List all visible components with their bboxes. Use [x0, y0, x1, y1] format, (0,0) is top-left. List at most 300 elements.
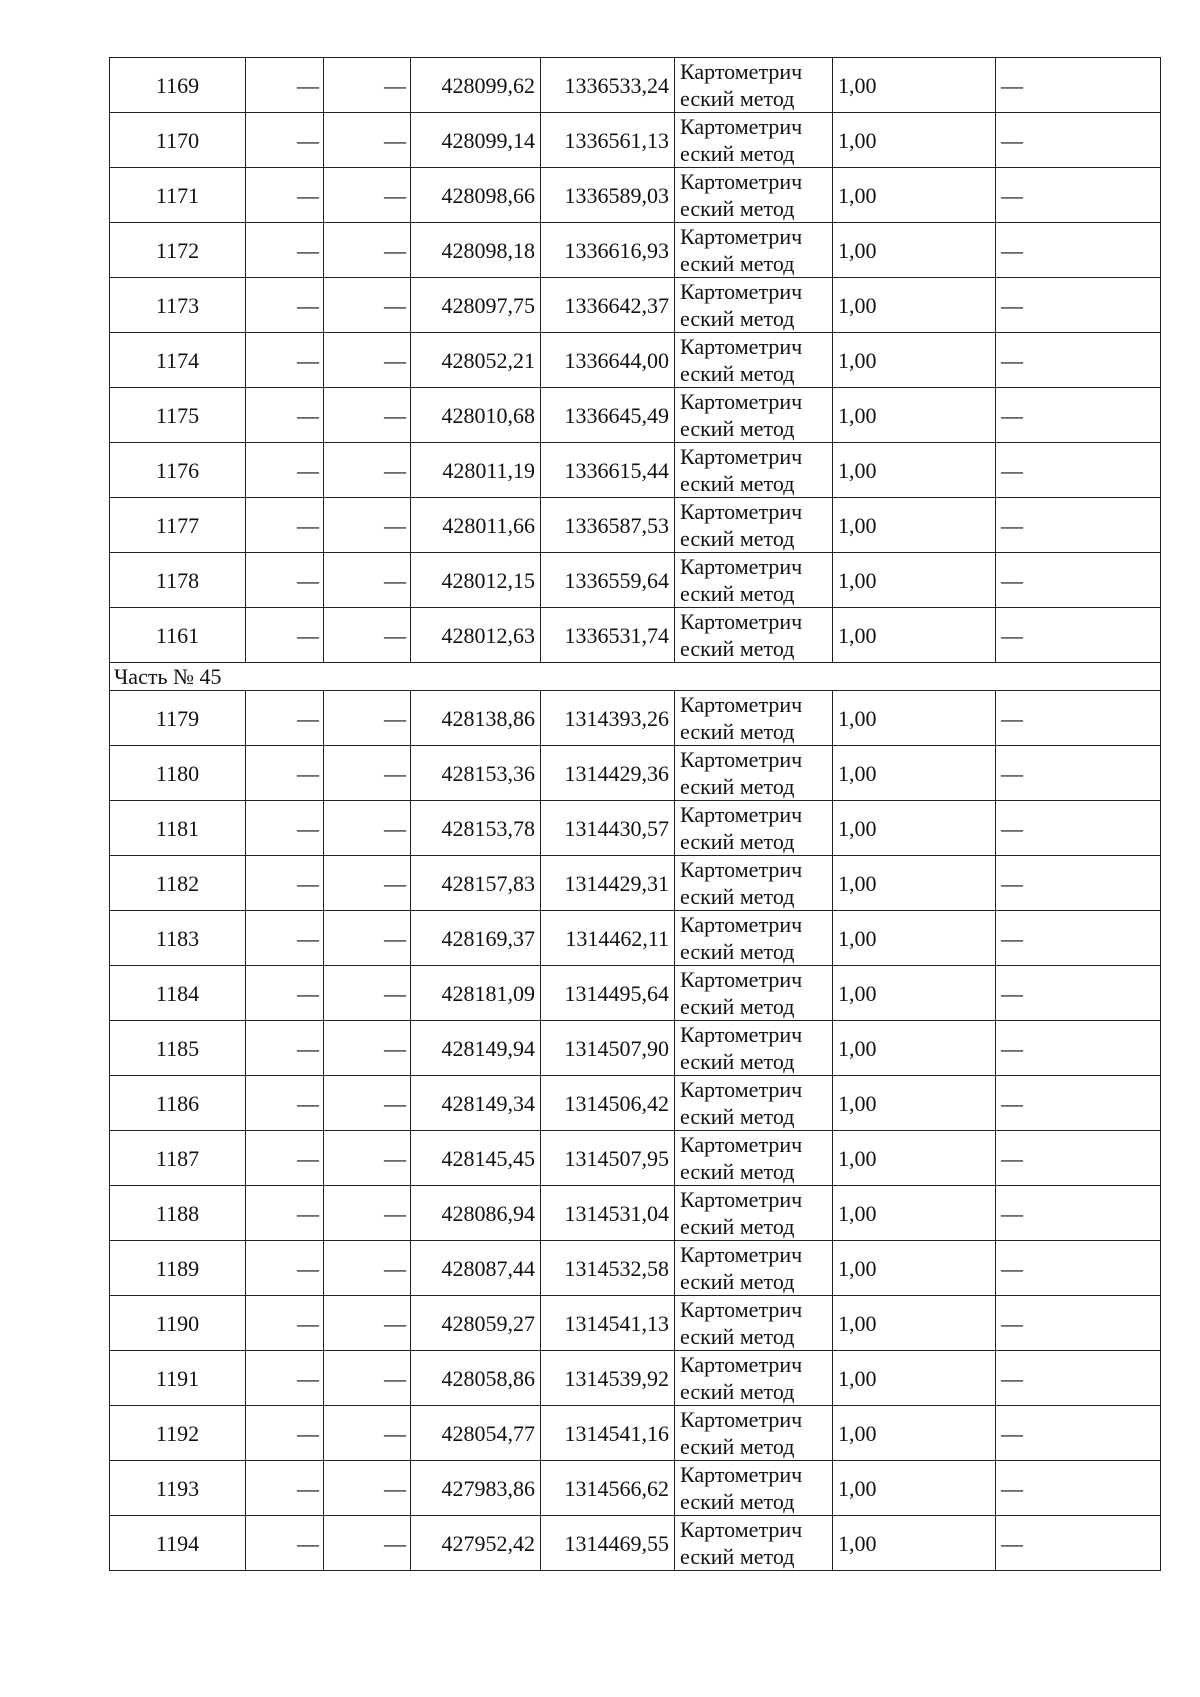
table-row	[110, 553, 1161, 608]
x-coordinate-cell: 428010,68	[411, 388, 541, 443]
point-number-cell: 1194	[110, 1516, 246, 1571]
empty-value-cell: —	[324, 58, 411, 113]
method-text-line: Картометрич	[680, 967, 803, 992]
method-cell	[675, 1131, 833, 1186]
description-cell: —	[996, 58, 1161, 113]
point-number-cell: 1185	[110, 1021, 246, 1076]
description-cell: —	[996, 443, 1161, 498]
precision-cell: 1,00	[833, 278, 996, 333]
method-text-line: Картометрич	[680, 1132, 803, 1157]
y-coordinate-cell: 1314541,13	[541, 1296, 675, 1351]
method-cell	[675, 1296, 833, 1351]
empty-value-cell: —	[324, 911, 411, 966]
method-text-line: еский метод	[680, 994, 795, 1019]
precision-cell: 1,00	[833, 691, 996, 746]
y-coordinate-cell: 1314469,55	[541, 1516, 675, 1571]
precision-cell: 1,00	[833, 966, 996, 1021]
empty-value-cell: —	[324, 1461, 411, 1516]
method-text-line: еский метод	[680, 526, 795, 551]
method-text-line: еский метод	[680, 829, 795, 854]
empty-value-cell: —	[246, 1296, 324, 1351]
method-text-line: еский метод	[680, 1049, 795, 1074]
method-cell	[675, 113, 833, 168]
table-row	[110, 966, 1161, 1021]
method-text-line: Картометрич	[680, 1352, 803, 1377]
point-number-cell: 1188	[110, 1186, 246, 1241]
table-row	[110, 333, 1161, 388]
x-coordinate-cell: 428011,66	[411, 498, 541, 553]
y-coordinate-cell: 1336589,03	[541, 168, 675, 223]
empty-value-cell: —	[246, 1076, 324, 1131]
empty-value-cell: —	[324, 746, 411, 801]
table-row	[110, 1076, 1161, 1131]
method-text-line: Картометрич	[680, 169, 803, 194]
precision-cell: 1,00	[833, 911, 996, 966]
description-cell: —	[996, 498, 1161, 553]
x-coordinate-cell: 427952,42	[411, 1516, 541, 1571]
empty-value-cell: —	[324, 856, 411, 911]
precision-cell: 1,00	[833, 1516, 996, 1571]
method-cell	[675, 168, 833, 223]
method-text-line: Картометрич	[680, 1462, 803, 1487]
description-cell: —	[996, 1516, 1161, 1571]
method-text-line: Картометрич	[680, 334, 803, 359]
description-cell: —	[996, 553, 1161, 608]
method-cell	[675, 856, 833, 911]
method-text-line: Картометрич	[680, 444, 803, 469]
y-coordinate-cell: 1314507,95	[541, 1131, 675, 1186]
precision-cell: 1,00	[833, 1186, 996, 1241]
precision-cell: 1,00	[833, 801, 996, 856]
method-cell	[675, 911, 833, 966]
empty-value-cell: —	[324, 966, 411, 1021]
point-number-cell: 1183	[110, 911, 246, 966]
description-cell: —	[996, 333, 1161, 388]
table-row	[110, 746, 1161, 801]
y-coordinate-cell: 1314429,36	[541, 746, 675, 801]
method-text-line: еский метод	[680, 306, 795, 331]
point-number-cell: 1170	[110, 113, 246, 168]
empty-value-cell: —	[246, 168, 324, 223]
table-row	[110, 1516, 1161, 1571]
empty-value-cell: —	[246, 1406, 324, 1461]
description-cell: —	[996, 113, 1161, 168]
method-text-line: Картометрич	[680, 1517, 803, 1542]
precision-cell: 1,00	[833, 1351, 996, 1406]
table-row	[110, 223, 1161, 278]
method-text-line: еский метод	[680, 141, 795, 166]
empty-value-cell: —	[324, 113, 411, 168]
method-text-line: Картометрич	[680, 609, 803, 634]
table-row	[110, 58, 1161, 113]
empty-value-cell: —	[324, 333, 411, 388]
empty-value-cell: —	[246, 333, 324, 388]
table-row	[110, 608, 1161, 663]
precision-cell: 1,00	[833, 553, 996, 608]
x-coordinate-cell: 428012,15	[411, 553, 541, 608]
x-coordinate-cell: 427983,86	[411, 1461, 541, 1516]
method-cell	[675, 1186, 833, 1241]
precision-cell: 1,00	[833, 1406, 996, 1461]
method-text-line: Картометрич	[680, 1187, 803, 1212]
method-text-line: Картометрич	[680, 692, 803, 717]
description-cell: —	[996, 856, 1161, 911]
method-cell	[675, 223, 833, 278]
point-number-cell: 1177	[110, 498, 246, 553]
table-row	[110, 168, 1161, 223]
y-coordinate-cell: 1314429,31	[541, 856, 675, 911]
empty-value-cell: —	[246, 801, 324, 856]
description-cell: —	[996, 223, 1161, 278]
method-text-line: еский метод	[680, 1544, 795, 1569]
empty-value-cell: —	[324, 691, 411, 746]
empty-value-cell: —	[246, 553, 324, 608]
description-cell: —	[996, 966, 1161, 1021]
point-number-cell: 1179	[110, 691, 246, 746]
method-text-line: Картометрич	[680, 554, 803, 579]
precision-cell: 1,00	[833, 856, 996, 911]
y-coordinate-cell: 1336642,37	[541, 278, 675, 333]
x-coordinate-cell: 428099,62	[411, 58, 541, 113]
method-cell	[675, 498, 833, 553]
precision-cell: 1,00	[833, 1461, 996, 1516]
method-text-line: Картометрич	[680, 59, 803, 84]
description-cell: —	[996, 1406, 1161, 1461]
method-cell	[675, 608, 833, 663]
empty-value-cell: —	[324, 223, 411, 278]
description-cell: —	[996, 911, 1161, 966]
y-coordinate-cell: 1314532,58	[541, 1241, 675, 1296]
empty-value-cell: —	[324, 608, 411, 663]
empty-value-cell: —	[246, 856, 324, 911]
description-cell: —	[996, 1021, 1161, 1076]
method-cell	[675, 746, 833, 801]
x-coordinate-cell: 428153,36	[411, 746, 541, 801]
y-coordinate-cell: 1336645,49	[541, 388, 675, 443]
x-coordinate-cell: 428099,14	[411, 113, 541, 168]
method-cell	[675, 278, 833, 333]
x-coordinate-cell: 428087,44	[411, 1241, 541, 1296]
method-text-line: еский метод	[680, 1379, 795, 1404]
method-text-line: еский метод	[680, 884, 795, 909]
method-text-line: Картометрич	[680, 747, 803, 772]
method-text-line: еский метод	[680, 251, 795, 276]
description-cell: —	[996, 168, 1161, 223]
x-coordinate-cell: 428157,83	[411, 856, 541, 911]
method-text-line: еский метод	[680, 774, 795, 799]
empty-value-cell: —	[246, 1516, 324, 1571]
table-row	[110, 911, 1161, 966]
table-row	[110, 443, 1161, 498]
empty-value-cell: —	[324, 1516, 411, 1571]
precision-cell: 1,00	[833, 608, 996, 663]
y-coordinate-cell: 1336644,00	[541, 333, 675, 388]
x-coordinate-cell: 428153,78	[411, 801, 541, 856]
description-cell: —	[996, 746, 1161, 801]
precision-cell: 1,00	[833, 168, 996, 223]
method-text-line: Картометрич	[680, 224, 803, 249]
description-cell: —	[996, 691, 1161, 746]
empty-value-cell: —	[246, 911, 324, 966]
method-cell	[675, 691, 833, 746]
empty-value-cell: —	[246, 1186, 324, 1241]
point-number-cell: 1192	[110, 1406, 246, 1461]
empty-value-cell: —	[324, 1296, 411, 1351]
method-cell	[675, 388, 833, 443]
method-text-line: Картометрич	[680, 1297, 803, 1322]
description-cell: —	[996, 278, 1161, 333]
method-text-line: еский метод	[680, 86, 795, 111]
x-coordinate-cell: 428098,66	[411, 168, 541, 223]
table-body	[110, 58, 1161, 1571]
empty-value-cell: —	[324, 1186, 411, 1241]
table-row	[110, 498, 1161, 553]
x-coordinate-cell: 428052,21	[411, 333, 541, 388]
description-cell: —	[996, 801, 1161, 856]
table-row	[110, 1296, 1161, 1351]
table-row	[110, 1186, 1161, 1241]
table-row	[110, 1241, 1161, 1296]
section-row	[110, 663, 1161, 691]
coordinates-table	[109, 57, 1161, 1571]
x-coordinate-cell: 428054,77	[411, 1406, 541, 1461]
point-number-cell: 1171	[110, 168, 246, 223]
empty-value-cell: —	[246, 58, 324, 113]
method-text-line: еский метод	[680, 196, 795, 221]
empty-value-cell: —	[246, 966, 324, 1021]
section-label: Часть № 45	[110, 663, 1161, 691]
method-text-line: Картометрич	[680, 1077, 803, 1102]
empty-value-cell: —	[246, 443, 324, 498]
x-coordinate-cell: 428181,09	[411, 966, 541, 1021]
method-cell	[675, 1351, 833, 1406]
point-number-cell: 1182	[110, 856, 246, 911]
x-coordinate-cell: 428059,27	[411, 1296, 541, 1351]
method-text-line: еский метод	[680, 471, 795, 496]
table-row	[110, 113, 1161, 168]
x-coordinate-cell: 428086,94	[411, 1186, 541, 1241]
point-number-cell: 1189	[110, 1241, 246, 1296]
precision-cell: 1,00	[833, 223, 996, 278]
method-text-line: Картометрич	[680, 912, 803, 937]
empty-value-cell: —	[324, 443, 411, 498]
table-row	[110, 1131, 1161, 1186]
empty-value-cell: —	[324, 278, 411, 333]
y-coordinate-cell: 1314531,04	[541, 1186, 675, 1241]
point-number-cell: 1193	[110, 1461, 246, 1516]
empty-value-cell: —	[246, 498, 324, 553]
empty-value-cell: —	[246, 1241, 324, 1296]
method-cell	[675, 1461, 833, 1516]
point-number-cell: 1169	[110, 58, 246, 113]
precision-cell: 1,00	[833, 58, 996, 113]
point-number-cell: 1174	[110, 333, 246, 388]
y-coordinate-cell: 1314507,90	[541, 1021, 675, 1076]
y-coordinate-cell: 1314539,92	[541, 1351, 675, 1406]
precision-cell: 1,00	[833, 746, 996, 801]
table-row	[110, 1351, 1161, 1406]
empty-value-cell: —	[324, 498, 411, 553]
empty-value-cell: —	[324, 1351, 411, 1406]
empty-value-cell: —	[324, 553, 411, 608]
method-cell	[675, 1021, 833, 1076]
y-coordinate-cell: 1314566,62	[541, 1461, 675, 1516]
point-number-cell: 1176	[110, 443, 246, 498]
method-text-line: Картометрич	[680, 1407, 803, 1432]
point-number-cell: 1161	[110, 608, 246, 663]
method-text-line: еский метод	[680, 1324, 795, 1349]
point-number-cell: 1184	[110, 966, 246, 1021]
method-text-line: Картометрич	[680, 1242, 803, 1267]
x-coordinate-cell: 428097,75	[411, 278, 541, 333]
method-cell	[675, 966, 833, 1021]
method-text-line: еский метод	[680, 1489, 795, 1514]
method-text-line: Картометрич	[680, 279, 803, 304]
point-number-cell: 1191	[110, 1351, 246, 1406]
method-text-line: Картометрич	[680, 802, 803, 827]
precision-cell: 1,00	[833, 443, 996, 498]
precision-cell: 1,00	[833, 388, 996, 443]
empty-value-cell: —	[246, 691, 324, 746]
empty-value-cell: —	[246, 278, 324, 333]
x-coordinate-cell: 428145,45	[411, 1131, 541, 1186]
x-coordinate-cell: 428169,37	[411, 911, 541, 966]
y-coordinate-cell: 1336559,64	[541, 553, 675, 608]
table-row	[110, 856, 1161, 911]
method-text-line: Картометрич	[680, 114, 803, 139]
method-text-line: Картометрич	[680, 499, 803, 524]
empty-value-cell: —	[246, 113, 324, 168]
y-coordinate-cell: 1314462,11	[541, 911, 675, 966]
empty-value-cell: —	[246, 1351, 324, 1406]
method-cell	[675, 443, 833, 498]
precision-cell: 1,00	[833, 1296, 996, 1351]
y-coordinate-cell: 1336531,74	[541, 608, 675, 663]
point-number-cell: 1187	[110, 1131, 246, 1186]
method-text-line: еский метод	[680, 1214, 795, 1239]
method-cell	[675, 58, 833, 113]
y-coordinate-cell: 1314430,57	[541, 801, 675, 856]
method-text-line: еский метод	[680, 719, 795, 744]
method-text-line: еский метод	[680, 636, 795, 661]
empty-value-cell: —	[246, 1131, 324, 1186]
method-text-line: Картометрич	[680, 857, 803, 882]
method-cell	[675, 801, 833, 856]
empty-value-cell: —	[324, 801, 411, 856]
method-text-line: еский метод	[680, 361, 795, 386]
precision-cell: 1,00	[833, 498, 996, 553]
empty-value-cell: —	[324, 1021, 411, 1076]
y-coordinate-cell: 1336616,93	[541, 223, 675, 278]
method-text-line: Картометрич	[680, 389, 803, 414]
x-coordinate-cell: 428058,86	[411, 1351, 541, 1406]
empty-value-cell: —	[246, 746, 324, 801]
table-row	[110, 1461, 1161, 1516]
point-number-cell: 1172	[110, 223, 246, 278]
method-text-line: еский метод	[680, 1104, 795, 1129]
point-number-cell: 1180	[110, 746, 246, 801]
description-cell: —	[996, 1296, 1161, 1351]
precision-cell: 1,00	[833, 1241, 996, 1296]
table-row	[110, 388, 1161, 443]
table-row	[110, 278, 1161, 333]
empty-value-cell: —	[246, 223, 324, 278]
method-text-line: еский метод	[680, 939, 795, 964]
method-text-line: Картометрич	[680, 1022, 803, 1047]
point-number-cell: 1190	[110, 1296, 246, 1351]
table-row	[110, 1406, 1161, 1461]
x-coordinate-cell: 428012,63	[411, 608, 541, 663]
empty-value-cell: —	[324, 1076, 411, 1131]
method-cell	[675, 1241, 833, 1296]
method-text-line: еский метод	[680, 581, 795, 606]
precision-cell: 1,00	[833, 1131, 996, 1186]
y-coordinate-cell: 1336561,13	[541, 113, 675, 168]
method-text-line: еский метод	[680, 1434, 795, 1459]
method-text-line: еский метод	[680, 416, 795, 441]
table-row	[110, 1021, 1161, 1076]
description-cell: —	[996, 1076, 1161, 1131]
method-text-line: еский метод	[680, 1269, 795, 1294]
y-coordinate-cell: 1336533,24	[541, 58, 675, 113]
y-coordinate-cell: 1314495,64	[541, 966, 675, 1021]
empty-value-cell: —	[324, 1406, 411, 1461]
method-cell	[675, 1406, 833, 1461]
method-cell	[675, 1516, 833, 1571]
x-coordinate-cell: 428098,18	[411, 223, 541, 278]
empty-value-cell: —	[246, 1021, 324, 1076]
method-cell	[675, 333, 833, 388]
method-text-line: еский метод	[680, 1159, 795, 1184]
y-coordinate-cell: 1314506,42	[541, 1076, 675, 1131]
x-coordinate-cell: 428138,86	[411, 691, 541, 746]
method-cell	[675, 1076, 833, 1131]
point-number-cell: 1173	[110, 278, 246, 333]
empty-value-cell: —	[324, 1241, 411, 1296]
point-number-cell: 1186	[110, 1076, 246, 1131]
description-cell: —	[996, 608, 1161, 663]
description-cell: —	[996, 1241, 1161, 1296]
point-number-cell: 1178	[110, 553, 246, 608]
empty-value-cell: —	[246, 1461, 324, 1516]
empty-value-cell: —	[324, 388, 411, 443]
empty-value-cell: —	[324, 1131, 411, 1186]
point-number-cell: 1175	[110, 388, 246, 443]
description-cell: —	[996, 1131, 1161, 1186]
x-coordinate-cell: 428011,19	[411, 443, 541, 498]
description-cell: —	[996, 1186, 1161, 1241]
description-cell: —	[996, 388, 1161, 443]
empty-value-cell: —	[246, 388, 324, 443]
table-row	[110, 801, 1161, 856]
y-coordinate-cell: 1314393,26	[541, 691, 675, 746]
description-cell: —	[996, 1351, 1161, 1406]
point-number-cell: 1181	[110, 801, 246, 856]
x-coordinate-cell: 428149,34	[411, 1076, 541, 1131]
empty-value-cell: —	[324, 168, 411, 223]
precision-cell: 1,00	[833, 1076, 996, 1131]
y-coordinate-cell: 1336615,44	[541, 443, 675, 498]
y-coordinate-cell: 1336587,53	[541, 498, 675, 553]
description-cell: —	[996, 1461, 1161, 1516]
precision-cell: 1,00	[833, 1021, 996, 1076]
precision-cell: 1,00	[833, 113, 996, 168]
precision-cell: 1,00	[833, 333, 996, 388]
x-coordinate-cell: 428149,94	[411, 1021, 541, 1076]
empty-value-cell: —	[246, 608, 324, 663]
y-coordinate-cell: 1314541,16	[541, 1406, 675, 1461]
table-row	[110, 691, 1161, 746]
